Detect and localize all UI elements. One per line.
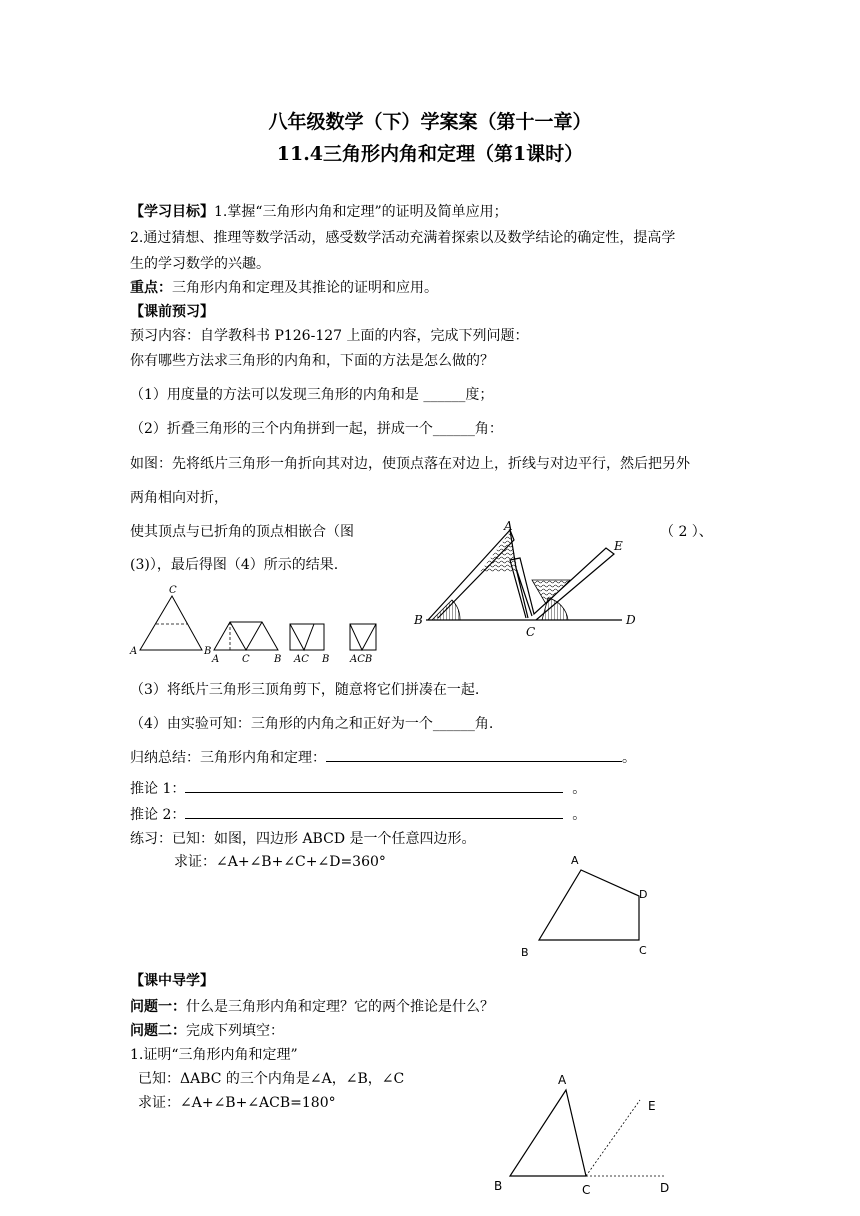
quad-shape (539, 870, 639, 940)
step1-label-b: B (204, 646, 212, 657)
key-point (130, 281, 438, 295)
triangle-abc (510, 1090, 586, 1176)
summary-end: 。 (622, 750, 636, 766)
corollary1-blank[interactable] (185, 792, 563, 793)
step3-label-ac: AC (294, 654, 309, 665)
tri-label-a: A (558, 1073, 567, 1087)
proof-given: 已知：ΔABC 的三个内角是∠A，∠B，∠C (138, 1071, 405, 1087)
step3-shape (290, 624, 324, 650)
step3-label-b: B (322, 654, 330, 665)
preview-label: 【课前预习】 (130, 304, 214, 320)
quad-label-a: A (571, 854, 579, 867)
problem2-label: 问题二： (130, 1023, 186, 1039)
fold-label-e: E (614, 539, 623, 553)
preview-q1: （1）用度量的方法可以发现三角形的内角和是 ______度； (130, 387, 494, 403)
proof-prove: 求证：∠A+∠B+∠ACB=180° (138, 1095, 336, 1111)
step2-label-b: B (274, 654, 282, 665)
goals-label: 【学习目标】 (130, 204, 214, 220)
goals-item2-line2: 生的学习数学的兴趣。 (130, 256, 270, 272)
fold-line3: 使其顶点与已折角的顶点相嵌合（图 (130, 524, 354, 540)
corollary2-label: 推论 2： (130, 807, 186, 823)
step2-label-c: C (242, 654, 250, 665)
quad-figure (515, 852, 655, 962)
problem1-label: 问题一： (130, 999, 186, 1015)
corollary2-end: 。 (572, 807, 587, 823)
preview-q4: （4）由实验可知：三角形的内角之和正好为一个______角. (130, 716, 494, 732)
step4-shape (350, 624, 376, 650)
step2-shape (214, 622, 278, 650)
corollary1-label: 推论 1： (130, 781, 186, 797)
key-point-text: 三角形内角和定理及其推论的证明和应用。 (172, 280, 438, 296)
fold-figure (410, 520, 650, 640)
fold-line1: 如图：先将纸片三角形一角折向其对边，使顶点落在对边上，折线与对边平行，然后把另外 (130, 456, 690, 472)
exercise-prove: 求证：∠A+∠B+∠C+∠D=360° (174, 854, 386, 870)
step4-label-acb: ACB (350, 654, 373, 665)
quad-label-b: B (521, 946, 529, 959)
preview-content: 预习内容：自学教科书 P126-127 上面的内容，完成下列问题： (130, 328, 529, 344)
fold-corner-a (480, 532, 518, 572)
fold-line3-right: （ 2 ）、 (660, 524, 713, 540)
fold-label-a: A (504, 519, 513, 533)
tri-label-e: E (648, 1099, 656, 1113)
triangle-figure (490, 1070, 680, 1200)
preview-question: 你有哪些方法求三角形的内角和，下面的方法是怎么做的？ (130, 353, 494, 369)
angle-b-hatch (432, 600, 460, 620)
lesson-label: 【课中导学】 (130, 973, 214, 989)
problem1-text: 什么是三角形内角和定理？它的两个推论是什么？ (186, 999, 494, 1015)
corollary1-line (130, 782, 586, 796)
corollary1-end: 。 (572, 781, 587, 797)
tri-label-c: C (582, 1183, 591, 1197)
problem1 (130, 1000, 494, 1014)
goals-item1: 1.掌握“三角形内角和定理”的证明及简单应用； (214, 204, 508, 220)
fold-label-d: D (626, 613, 636, 627)
preview-q2: （2）折叠三角形的三个内角拼到一起，拼成一个______角： (130, 421, 503, 437)
corollary2-blank[interactable] (185, 818, 563, 819)
step1-triangle (140, 596, 202, 650)
problem2-text: 完成下列填空： (186, 1023, 284, 1039)
corollary2-line (130, 808, 586, 822)
parallel-ce (586, 1100, 640, 1176)
step2-label-a: A (212, 654, 220, 665)
quad-label-c: C (639, 944, 647, 957)
key-point-label: 重点： (130, 280, 172, 296)
fold-line2: 两角相向对折， (130, 490, 228, 506)
summary-label: 归纳总结：三角形内角和定理： (130, 750, 326, 766)
fold-left-edge (428, 530, 514, 620)
exercise-text: 练习：已知：如图，四边形 ABCD 是一个任意四边形。 (130, 831, 476, 847)
tri-label-b: B (494, 1179, 503, 1193)
tri-label-d: D (660, 1181, 670, 1195)
step1-label-a: A (130, 646, 138, 657)
fold-steps-figure (128, 582, 388, 668)
problem2 (130, 1024, 284, 1038)
page-title: 八年级数学（下）学案案（第十一章） (268, 111, 592, 133)
quad-label-d: D (639, 888, 648, 901)
goals-item2-line1: 2.通过猜想、推理等数学活动，感受数学活动充满着探索以及数学结论的确定性，提高学 (130, 230, 676, 246)
summary-blank[interactable] (326, 761, 622, 762)
step1-label-c: C (169, 585, 177, 596)
goals-line1 (130, 205, 508, 219)
fold-label-c: C (526, 625, 536, 639)
fold-line4: (3)），最后得图（4）所示的结果. (130, 557, 339, 573)
preview-q3: （3）将纸片三角形三顶角剪下，随意将它们拼凑在一起. (130, 682, 480, 698)
summary-line (130, 751, 636, 765)
proof-title: 1.证明“三角形内角和定理” (130, 1047, 298, 1063)
fold-label-b: B (414, 613, 423, 627)
page-subtitle: 11.4三角形内角和定理（第1课时） (276, 143, 584, 165)
